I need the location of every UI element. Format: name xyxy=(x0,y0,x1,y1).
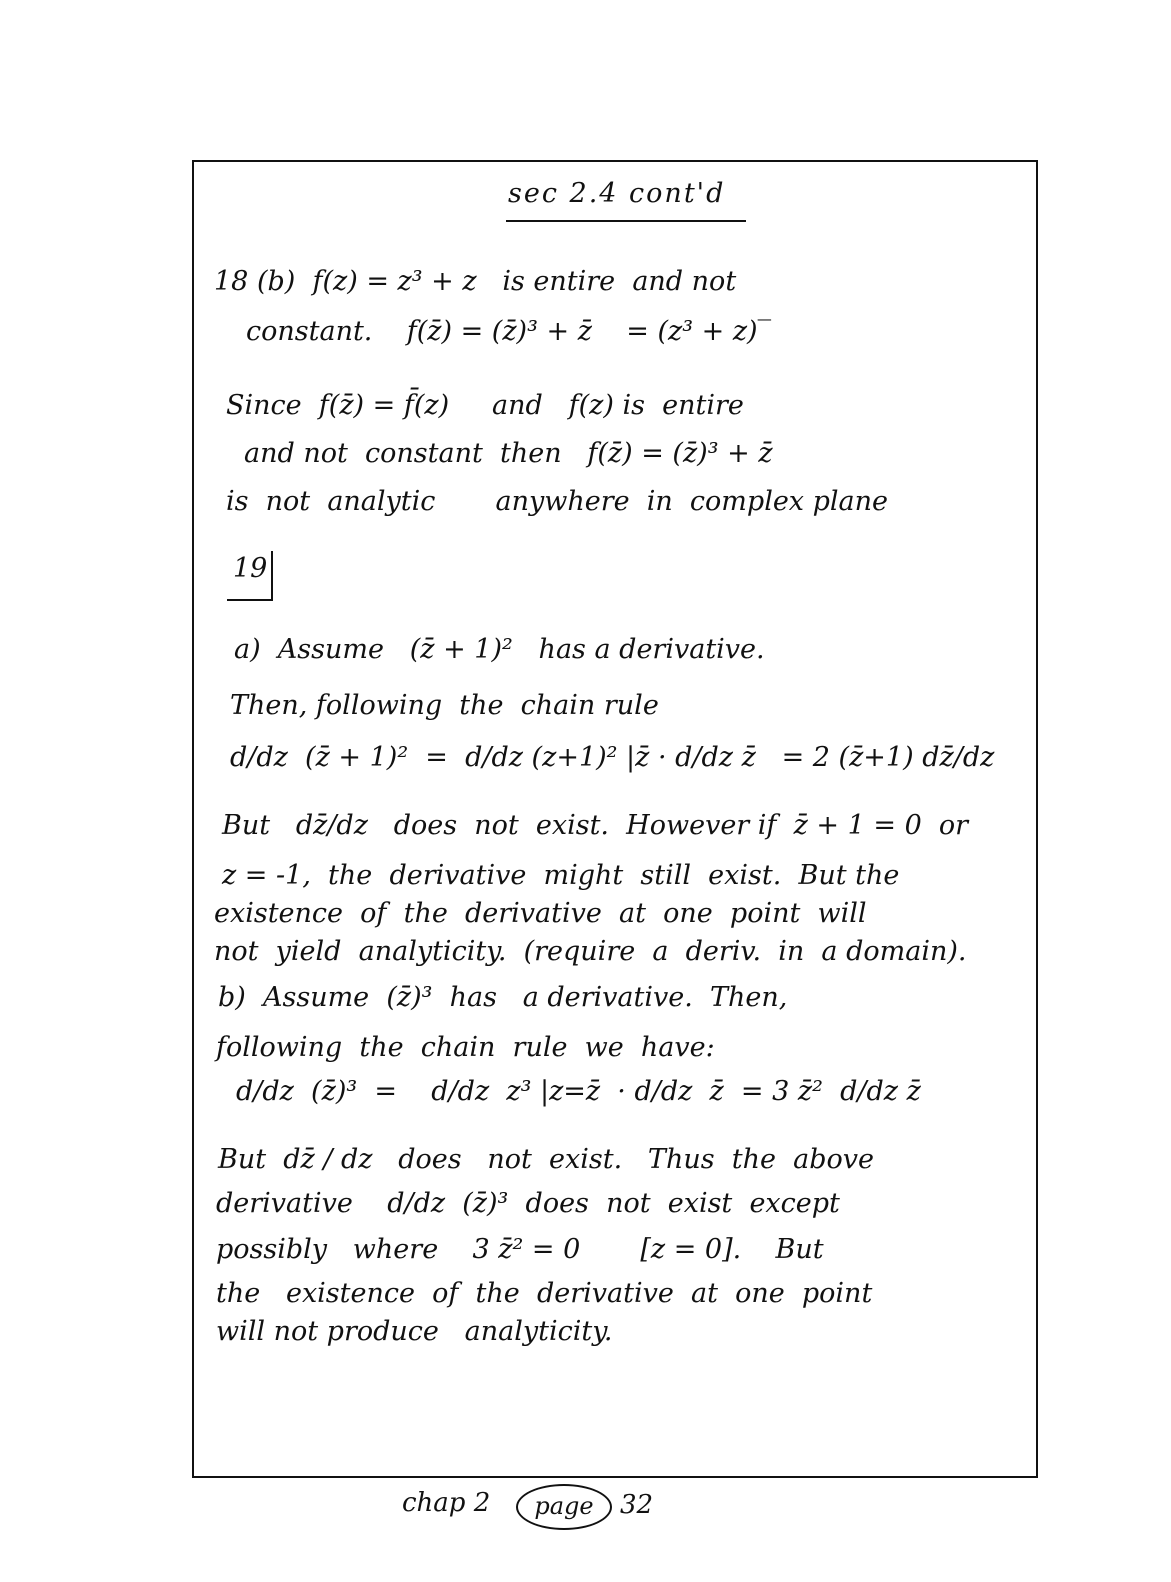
problem18-line3: Since f(z̄) = f̄(z) and f(z) is entire xyxy=(226,390,744,421)
problem19-b-line7: the existence of the derivative at one point xyxy=(216,1278,873,1309)
footer-chapter: chap 2 xyxy=(402,1488,491,1518)
problem19-a-line6: existence of the derivative at one point will xyxy=(214,898,867,929)
footer-page-oval xyxy=(516,1484,612,1530)
problem19-a-line7: not yield analyticity. (require a deriv. in a domain). xyxy=(214,936,967,967)
problem19-b-line8: will not produce analyticity. xyxy=(216,1316,613,1347)
border-top-line xyxy=(206,160,1036,162)
footer-page-number: 32 xyxy=(620,1490,654,1520)
problem19-a-line3: d/dz (z̄ + 1)² = d/dz (z+1)² |z̄ · d/dz z̄ = 2 (z̄+1) dz̄/dz xyxy=(230,742,995,773)
problem18-line2: constant. f(z̄) = (z̄)³ + z̄ = (z³ + z)‾ xyxy=(246,316,772,347)
problem19-a-line2: Then, following the chain rule xyxy=(230,690,659,721)
problem19-label: 19 xyxy=(233,553,268,584)
problem19-b-line2: following the chain rule we have: xyxy=(216,1032,715,1063)
problem19-b-line5: derivative d/dz (z̄)³ does not exist except xyxy=(216,1188,840,1219)
problem19-a-line5: z = -1, the derivative might still exist. But the xyxy=(222,860,900,891)
problem18-line5: is not analytic anywhere in complex plane xyxy=(226,486,889,517)
problem19-b-line1: b) Assume (z̄)³ has a derivative. Then, xyxy=(218,982,788,1013)
problem19-label-box xyxy=(227,551,273,601)
section-title: sec 2.4 cont'd xyxy=(508,178,726,209)
problem19-b-line4: But dz̄ / dz does not exist. Thus the above xyxy=(218,1144,874,1175)
problem19-b-line3: d/dz (z̄)³ = d/dz z³ |z=z̄ · d/dz z̄ = 3 z̄² d/dz z̄ xyxy=(236,1076,921,1107)
problem19-a-line1: a) Assume (z̄ + 1)² has a derivative. xyxy=(234,634,765,665)
problem18-line4: and not constant then f(z̄) = (z̄)³ + z̄ xyxy=(244,438,773,469)
problem19-b-line6: possibly where 3 z̄² = 0 [z = 0]. But xyxy=(216,1234,824,1265)
section-title-underline xyxy=(506,220,746,222)
footer-page-label: page xyxy=(534,1492,594,1520)
problem19-a-line4: But dz̄/dz does not exist. However if z̄ + 1 = 0 or xyxy=(222,810,969,841)
problem18-line1: 18 (b) f(z) = z³ + z is entire and not xyxy=(214,266,737,297)
